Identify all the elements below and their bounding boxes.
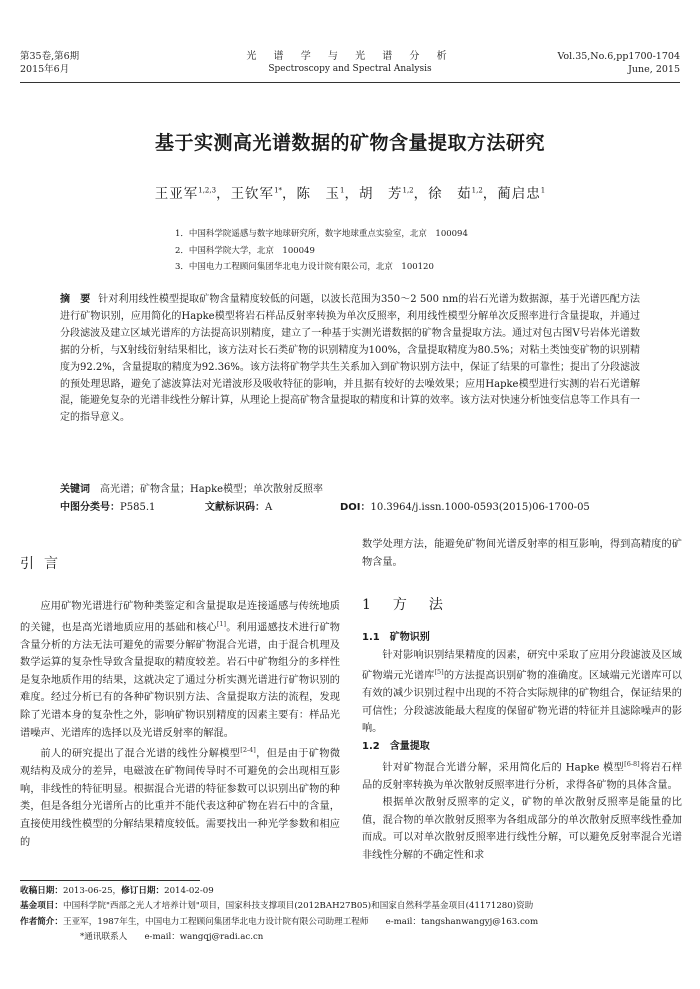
- intro-heading: 引言: [20, 556, 68, 572]
- affiliation: 2．中国科学院大学，北京 100049: [175, 245, 315, 256]
- issue-month: June, 2015: [628, 64, 680, 75]
- abstract-text: 针对利用线性模型提取矿物含量精度较低的问题，以波长范围为350～2 500 nm的岩石光谱为数据源，基于光谱匹配方法进行矿物识别，应用简化的Hapke模型将岩石样品反射率转换为单次反照率，利用线性模型分解单次反照率进行含量提取，并通过分段滤波及建立区域光谱库的方法提高识别精度，建立了一种基于实测光谱数据的矿物含量提取方法。通过对包古图V号岩体光谱数据的分析，与X射线衍射结果相比，该方法对长石类矿物的识别精度为100%，含量提取精度为80.5%；对粘土类蚀变矿物的识别精度为92.2%，含量提取的精度为92.36%。该方法将矿物学共生关系加入到矿物识别方法中，保证了结果的可靠性；提出了分段滤波的预处理思路，避免了滤波算法对光谱波形及吸收特征的影响，并且据有较好的去噪效果；应用Hapke模型进行实测的岩石光谱解混，能避免复杂的光谱非线性分解计算，从理论上提高矿物含量提取的精度和计算的效率。该方法对快速分析蚀变信息等工作具有一定的指导意义。: [60, 294, 640, 424]
- author-list: 王亚军$^{1,2,3}$，王钦军$^{1*}$，陈 玉$^1$，胡 芳$^{1,2}$，徐 茹$^{1,2}$，蔺启忠$^1$: [154, 186, 546, 202]
- keywords-row: [60, 481, 640, 499]
- author: 陈 玉$^1$: [296, 186, 345, 202]
- subsection-1-2-title: 1.2 含量提取: [362, 740, 430, 752]
- affiliation: 3．中国电力工程顾问集团华北电力设计院有限公司，北京 100120: [175, 262, 434, 272]
- intro-paragraph-2: 前人的研究提出了混合光谱的线性分解模型[2-4]，但是由于矿物微观结构及成分的差异，电磁波在矿物间传导时不可避免的会出现相互影响，非线性的特征明显。根据混合光谱的特征参数可以识别出矿物的种类，但是各组分光谱所占的比重并不能代表这种矿物在岩石中的含量，直接使用线性模型的分解结果精度较低。需要找出一种光学参数和相应的: [20, 746, 341, 848]
- issue-date: 2015年6月: [20, 64, 70, 75]
- journal-name-en: Spectroscopy and Spectral Analysis: [268, 64, 432, 74]
- keywords-label: 关键词: [60, 484, 90, 495]
- clc-field: 中图分类号：P585.1: [60, 502, 156, 513]
- author: 王钦军$^{1*}$: [230, 186, 283, 202]
- subsection-1-2-paragraph-2: 根据单次散射反照率的定义，矿物的单次散射反照率是能量的比值，混合物的单次散射反照率为各组成部分的单次散射反照率线性叠加而成。可以对单次散射反照率进行线性分解，可以避免反射率混合光谱非线性分解的不确定性和求: [362, 797, 682, 861]
- author: 王亚军$^{1,2,3}$: [154, 186, 217, 202]
- author: 胡 芳$^{1,2}$: [359, 186, 414, 202]
- author-bio: 作者简介：王亚军，1987年生，中国电力工程顾问集团华北电力设计院有限公司助理工程师 e-mail：tangshanwangyj@163.com: [20, 916, 539, 927]
- footnote-divider: [20, 880, 200, 881]
- journal-pages-info: [557, 50, 680, 76]
- volume-pages: Vol.35,No.6,pp1700-1704: [557, 51, 680, 62]
- header-divider: [20, 82, 680, 83]
- affiliation: 1．中国科学院遥感与数字地球研究所，数字地球重点实验室，北京 100094: [175, 229, 468, 239]
- keywords-block: [60, 481, 640, 517]
- abstract: [60, 292, 640, 427]
- classification-row: [60, 499, 640, 517]
- journal-name-cn: 光 谱 学 与 光 谱 分 析: [246, 51, 454, 62]
- intro-column: [20, 598, 340, 851]
- subsection-1-1-title: 1.1 矿物识别: [362, 632, 430, 643]
- keywords-text: 高光谱；矿物含量；Hapke模型；单次散射反照率: [100, 484, 324, 495]
- affiliation-list: [175, 226, 468, 276]
- doi-field: DOI：10.3964/j.issn.1000-0593(2015)06-1700-05: [340, 502, 590, 513]
- corresponding-author: *通讯联系人 e-mail：wangqj@radi.ac.cn: [80, 931, 264, 942]
- method-column: [362, 536, 682, 571]
- received-dates: 收稿日期：2013-06-25，修订日期：2014-02-09: [20, 886, 214, 896]
- author: 徐 茹$^{1,2}$: [428, 186, 483, 202]
- method-body: [362, 629, 682, 865]
- author: 蔺启忠$^1$: [497, 186, 546, 202]
- intro-paragraph-1: 应用矿物光谱进行矿物种类鉴定和含量提取是连接遥感与传统地质的关键，也是高光谱地质应用的基础和核心[1]。利用遥感技术进行矿物含量分析的方法无法可避免的需要分解矿物混合光谱，由于混合机理及数学运算的复杂性导致含量提取的精度较差。岩石中矿物组分的多样性是复杂地质作用的结果，这就决定了通过分析实测光谱进行矿物识别的难度。经过分析已有的各种矿物识别方法、含量提取方法的流程，发现除了光谱本身的复杂性之外，影响矿物识别精度的因素主要有：样品光谱噪声、光谱库的选择以及光谱反射率的解混。: [20, 601, 340, 739]
- doc-code-field: 文献标识码：A: [205, 502, 273, 513]
- volume-issue: 第35卷,第6期: [20, 51, 80, 62]
- paper-title: 基于实测高光谱数据的矿物含量提取方法研究: [154, 132, 545, 154]
- subsection-1-2-paragraph-1: 针对矿物混合光谱分解，采用简化后的 Hapke 模型[6-8]将岩石样品的反射率转换为单次散射反照率进行分析，求得各矿物的具体含量。: [362, 759, 683, 791]
- abstract-label: 摘 要: [60, 294, 91, 305]
- intro-paragraph-2-continued: 数学处理方法，能避免矿物间光谱反射率的相互影响，得到高精度的矿物含量。: [362, 539, 682, 568]
- funding-note: 基金项目：中国科学院"西部之光人才培养计划"项目，国家科技支撑项目(2012BAH27B05)和国家自然科学基金项目(41171280)资助: [20, 901, 534, 912]
- subsection-1-1-paragraph: 针对影响识别结果精度的因素，研究中采取了应用分段滤波及区域矿物端元光谱库[5]的方法提高识别矿物的准确度。区域端元光谱库可以有效的减少识别过程中出现的不符合实际规律的矿物组合，保证结果的可信性；分段滤波能最大程度的保留矿物光谱的特征并且滤除噪声的影响。: [362, 649, 682, 735]
- method-heading: 1 方 法: [362, 597, 447, 613]
- footnotes: [20, 884, 680, 945]
